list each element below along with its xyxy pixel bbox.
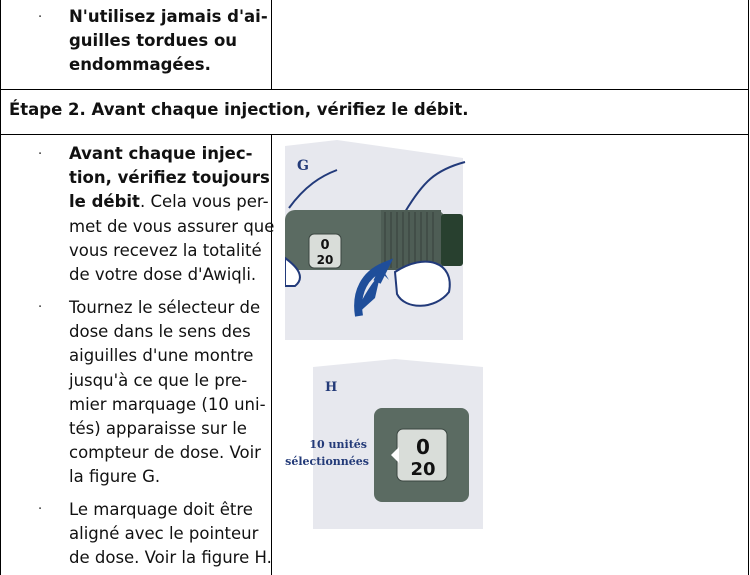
column-divider-top bbox=[271, 0, 272, 89]
figure-g-label: G bbox=[297, 158, 309, 174]
bullet: · bbox=[38, 10, 43, 25]
table-border-right bbox=[748, 0, 749, 575]
figure-g-counter-bottom: 20 bbox=[316, 253, 334, 267]
dial-instruction: Tournez le sélecteur de dose dans le sens des aiguilles d'une montre jusqu'à ce que le pre- mier marquage (10 uni- tés) apparaisse sur le compteur de dose. Voir la figure G. bbox=[69, 298, 266, 487]
figure-g bbox=[285, 140, 485, 340]
figure-h-caption-line1: 10 unités bbox=[309, 438, 367, 451]
bullet: · bbox=[38, 502, 43, 517]
figure-h-caption-line2: sélectionnées bbox=[285, 455, 369, 468]
needle-warning-text: N'utilisez jamais d'ai- guilles tordues ou endommagées. bbox=[69, 7, 268, 75]
flow-check-instruction: Avant chaque injec- tion, vérifiez toujours le débit. Cela vous per- met de vous assurer que vous recevez la totalité de votre dose d'Awiqli. bbox=[69, 144, 275, 285]
figure-h-counter-bottom: 20 bbox=[410, 459, 436, 480]
row-divider-2 bbox=[0, 134, 749, 135]
figure-h-label: H bbox=[325, 380, 338, 395]
figure-g-counter-top: 0 bbox=[320, 238, 330, 253]
table-border-left bbox=[0, 0, 1, 575]
step-2-heading: Étape 2. Avant chaque injection, vérifiez le débit. bbox=[9, 100, 469, 119]
alignment-instruction: Le marquage doit être aligné avec le pointeur de dose. Voir la figure H. bbox=[69, 500, 272, 568]
bullet: · bbox=[38, 147, 43, 162]
figure-h-counter-top: 0 bbox=[416, 435, 430, 459]
bullet: · bbox=[38, 300, 43, 315]
figure-h bbox=[285, 357, 490, 532]
row-divider-1 bbox=[0, 89, 749, 90]
